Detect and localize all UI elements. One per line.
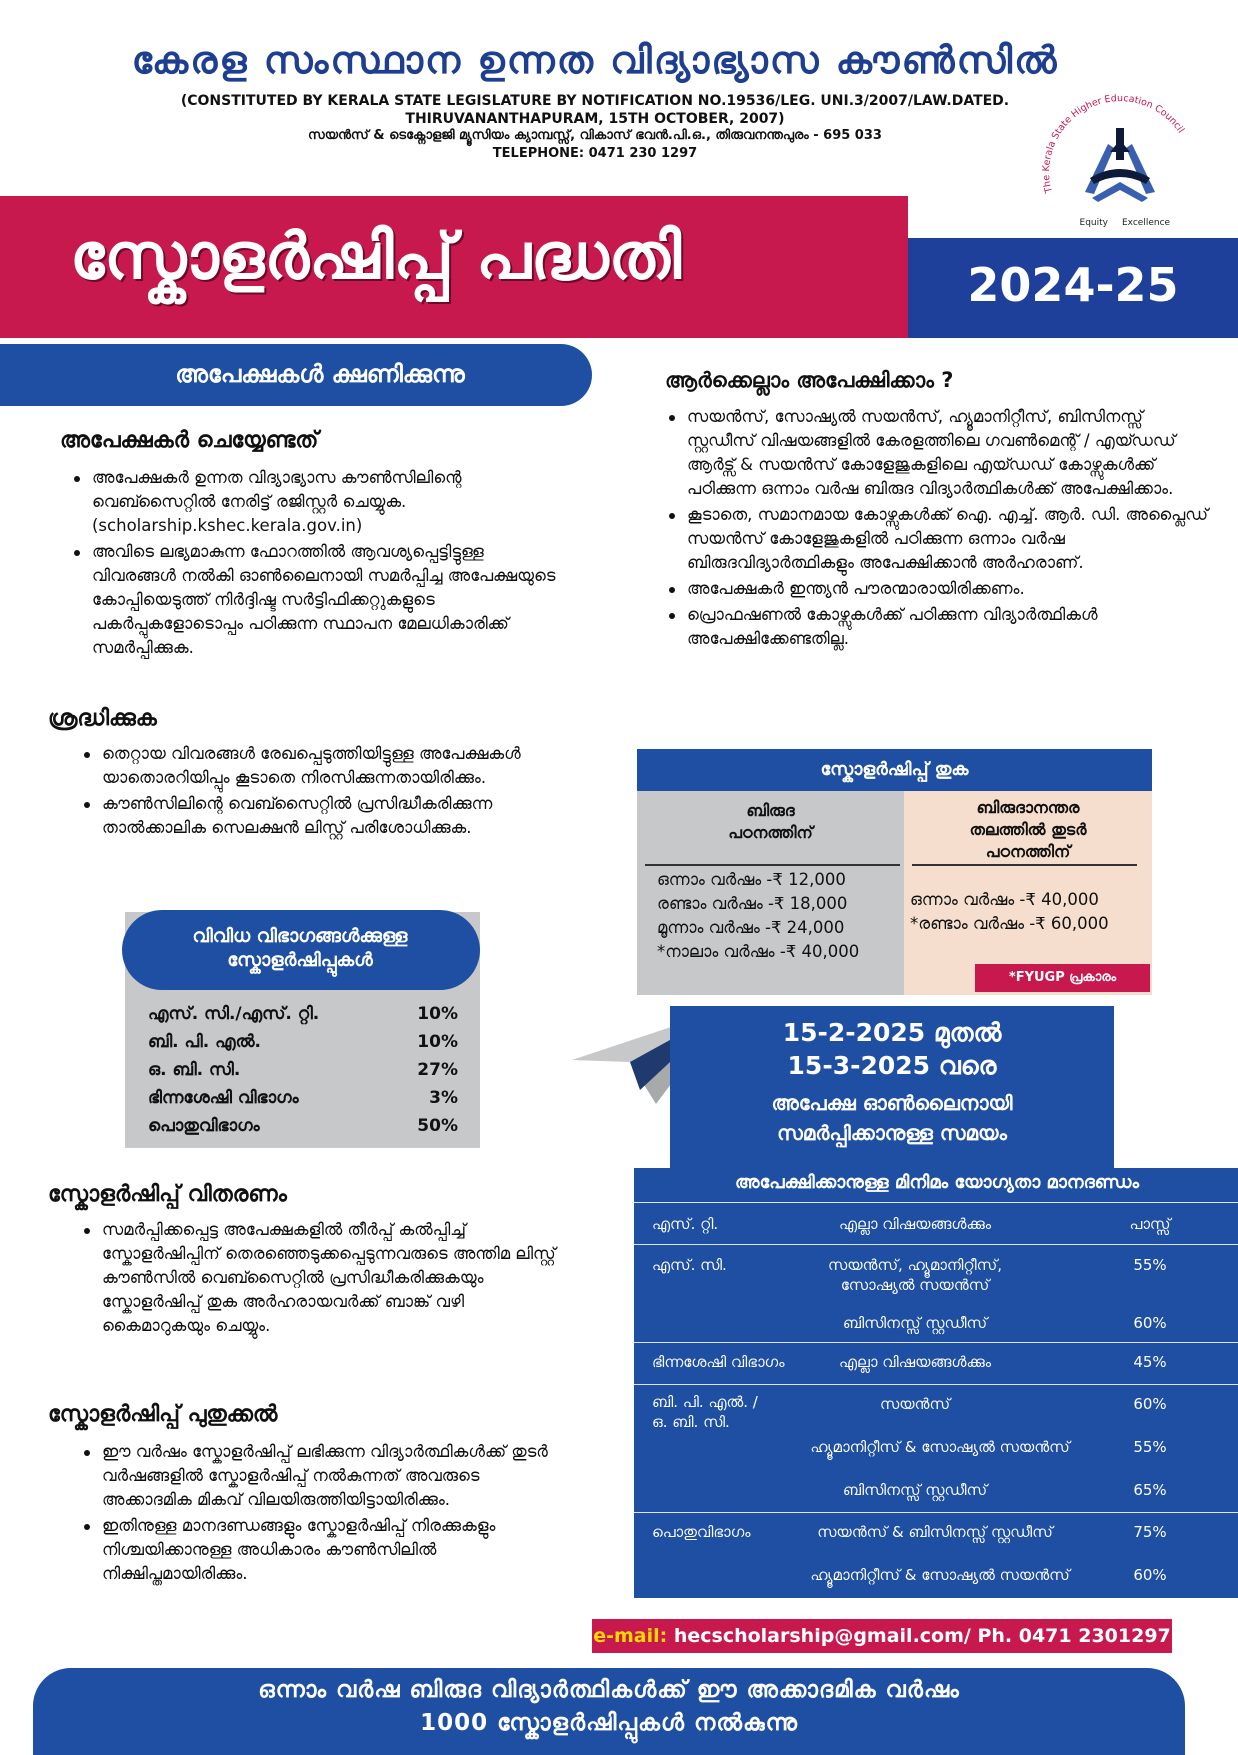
renewal-heading: സ്കോളർഷിപ്പ് പുതുക്കൽ <box>48 1402 278 1427</box>
elig-subject: ബിസിനസ്സ് സ്റ്റഡീസ് <box>842 1314 988 1332</box>
amount-ug-list <box>657 868 902 964</box>
category-name: എസ്. സി./എസ്. റ്റി. <box>148 1004 320 1024</box>
amount-heading: സ്കോളർഷിപ്പ് തുക <box>637 749 1152 791</box>
elig-subject: ഹ്യൂമാനിറ്റീസ് & സോഷ്യൽ സയൻസ് <box>810 1566 1070 1584</box>
category-pct: 3% <box>429 1088 458 1108</box>
invite-label: അപേക്ഷകൾ ക്ഷണിക്കുന്നു <box>175 360 465 388</box>
elig-mark: 55% <box>1133 1256 1167 1274</box>
list-item: സമർപ്പിക്കപ്പെട്ട അപേക്ഷകളിൽ തീർപ്പ് കൽപ്പിച്ച് സ്കോളർഷിപ്പിന് തെരഞ്ഞെടുക്കപ്പെടുന്നവരുടെ അന്തിമ ലിസ്റ്റ് കൗൺസിൽ വെബ്സൈറ്റിൽ പ്രസിദ്ധീകരിക്കുകയും സ്കോളർഷിപ്പ് തുക അർഹരായവർക്ക് ബാങ്ക് വഴി കൈമാറുകയും ചെയ്യും. <box>80 1218 560 1338</box>
council-telephone: TELEPHONE: 0471 230 1297 <box>492 146 698 161</box>
divider <box>634 1512 1238 1513</box>
list-item: ഈ വർഷം സ്കോളർഷിപ്പ് ലഭിക്കുന്ന വിദ്യാർത്ഥികൾക്ക് തുടർ വർഷങ്ങളിൽ സ്കോളർഷിപ്പ് നൽകുന്നത് അവരുടെ അക്കാദമിക മികവ് വിലയിരുത്തിയിട്ടായിരിക്കും. <box>80 1440 560 1512</box>
list-item: പ്രൊഫഷണൽ കോഴ്സുകൾക്ക് പഠിക്കുന്ന വിദ്യാർത്ഥികൾ അപേക്ഷിക്കേണ്ടതില്ല. <box>665 603 1210 651</box>
divider <box>634 1202 1238 1203</box>
category-name: ഒ. ബി. സി. <box>148 1060 241 1080</box>
category-title-line1: വിവിധ വിഭാഗങ്ങൾക്കുള്ള <box>192 926 408 947</box>
note-heading: ശ്രദ്ധിക്കുക <box>48 706 157 731</box>
list-item: ഇതിനുള്ള മാനദണ്ഡങ്ങളും സ്കോളർഷിപ്പ് നിരക്കുകളും നിശ്ചയിക്കാനുള്ള അധികാരം കൗൺസിലിൽ നിക്ഷിപ്തമായിരിക്കും. <box>80 1514 560 1586</box>
elig-mark: 60% <box>1133 1395 1167 1413</box>
logo-motto-excellence: Excellence <box>1122 218 1171 228</box>
list-item: മൂന്നാം വർഷം -₹ 24,000 <box>657 918 845 937</box>
contact-email-phone[interactable]: hecscholarship@gmail.com/ Ph. 0471 2301297 <box>673 1625 1171 1647</box>
list-item: അപേക്ഷകർ ഉന്നത വിദ്യാഭ്യാസ കൗൺസിലിന്റെ വെബ്സൈറ്റിൽ നേരിട്ട് രജിസ്റ്റർ ചെയ്യുക. (scholarship.kshec.kerala.gov.in) <box>70 466 560 538</box>
elig-mark: 65% <box>1133 1481 1167 1499</box>
category-name: ഭിന്നശേഷി വിഭാഗം <box>148 1088 299 1108</box>
elig-subject <box>790 1255 1040 1295</box>
elig-subject: എല്ലാ വിഷയങ്ങൾക്കും <box>839 1215 991 1233</box>
elig-category-bpl-obc <box>652 1392 758 1432</box>
category-name: പൊതുവിഭാഗം <box>148 1116 260 1136</box>
list-item: അവിടെ ലഭ്യമാകുന്ന ഫോറത്തിൽ ആവശ്യപ്പെട്ടിട്ടുള്ള വിവരങ്ങൾ നൽകി ഓൺലൈനായി സമർപ്പിച്ച അപേക്ഷയുടെ കോപ്പിയെടുത്ത് നിർദ്ദിഷ്ട സർട്ടിഫിക്കറ്റുകളുടെ പകർപ്പുകളോടൊപ്പം പഠിക്കുന്ന സ്ഥാപന മേലധികാരിക്ക് സമർപ്പിക്കുക. <box>70 540 560 660</box>
amount-pg-header-line1: ബിരുദാനന്തര <box>976 798 1080 817</box>
list-item: കൂടാതെ, സമാനമായ കോഴ്സുകൾക്ക് ഐ. എച്ച്. ആർ. ഡി. അപ്ലൈഡ് സയൻസ് കോളേജുകളിൽ പഠിക്കുന്ന ഒന്നാം വർഷ ബിരുദവിദ്യാർത്ഥികളും അപേക്ഷിക്കാൻ അർഹരാണ്. <box>665 503 1210 575</box>
elig-category-line2: ഒ. ബി. സി. <box>652 1413 730 1431</box>
divider <box>645 864 900 866</box>
category-table <box>148 1000 458 1140</box>
logo-motto-equity: Equity <box>1079 218 1108 228</box>
fyugp-note: *FYUGP പ്രകാരം <box>975 964 1150 992</box>
footer-line2: 1000 സ്കോളർഷിപ്പുകൾ നൽകുന്നു <box>420 1710 798 1736</box>
todo-list <box>70 466 560 662</box>
amount-ug-header-line2: പഠനത്തിന് <box>728 823 813 842</box>
constitution-note <box>60 92 1130 128</box>
table-row <box>148 1000 458 1028</box>
elig-category-sc: എസ്. സി. <box>652 1256 727 1274</box>
elig-mark: 45% <box>1133 1353 1167 1371</box>
contact-info <box>592 1625 1172 1647</box>
elig-subject-line2: സോഷ്യൽ സയൻസ് <box>840 1276 990 1294</box>
list-item: കൗൺസിലിന്റെ വെബ്സൈറ്റിൽ പ്രസിദ്ധീകരിക്കുന്ന താൽക്കാലിക സെലക്ഷൻ ലിസ്റ്റ് പരിശോധിക്കുക. <box>80 792 560 840</box>
list-item: *നാലാം വർഷം -₹ 40,000 <box>657 942 860 961</box>
amount-pg-list <box>910 888 1150 936</box>
dates-description-line2: സമർപ്പിക്കാനുള്ള സമയം <box>777 1121 1007 1145</box>
dates-description-line1: അപേക്ഷ ഓൺലൈനായി <box>771 1091 1013 1115</box>
scheme-title: സ്കോളർഷിപ്പ് പദ്ധതി <box>70 220 682 294</box>
amount-pg-header-line3: പഠനത്തിന് <box>985 842 1071 861</box>
list-item: ഒന്നാം വർഷം -₹ 12,000 <box>657 870 846 889</box>
table-row <box>148 1112 458 1140</box>
category-pct: 10% <box>417 1004 458 1024</box>
category-pct: 27% <box>417 1060 458 1080</box>
scheme-year: 2024-25 <box>967 258 1179 312</box>
category-name: ബി. പി. എൽ. <box>148 1032 261 1052</box>
amount-pg-header <box>904 797 1152 863</box>
footer-line1: ഒന്നാം വർഷ ബിരുദ വിദ്യാർത്ഥികൾക്ക് ഈ അക്കാദമിക വർഷം <box>258 1677 960 1703</box>
date-to: 15-3-2025 വരെ <box>787 1051 997 1080</box>
todo-heading: അപേക്ഷകർ ചെയ്യേണ്ടത് <box>60 428 319 453</box>
category-pct: 50% <box>417 1116 458 1136</box>
distribution-list <box>80 1218 560 1340</box>
divider <box>912 864 1137 866</box>
elig-mark: 60% <box>1133 1566 1167 1584</box>
council-address: സയൻസ് & ടെക്നോളജി മ്യൂസിയം ക്യാമ്പസ്സ്, വികാസ് ഭവൻ.പി.ഒ., തിരുവനന്തപുരം - 695 033 <box>308 128 882 143</box>
list-item: ഒന്നാം വർഷം -₹ 40,000 <box>910 890 1099 909</box>
list-item: *രണ്ടാം വർഷം -₹ 60,000 <box>910 914 1109 933</box>
category-title-line2: സ്കോളർഷിപ്പുകൾ <box>227 950 373 971</box>
list-item: അപേക്ഷകർ ഇന്ത്യൻ പൗരന്മാരായിരിക്കണം. <box>665 577 1210 601</box>
table-row <box>148 1084 458 1112</box>
council-logo <box>1030 82 1210 232</box>
elig-category-st: എസ്. റ്റി. <box>652 1215 719 1233</box>
elig-mark: പാസ്സ് <box>1129 1215 1171 1233</box>
council-logo-graphic <box>1030 82 1210 232</box>
elig-subject: സയൻസ് <box>879 1395 951 1413</box>
elig-subject: ബിസിനസ്സ് സ്റ്റഡീസ് <box>842 1481 988 1499</box>
table-row <box>148 1056 458 1084</box>
divider <box>634 1244 1238 1245</box>
amount-ug-header-line1: ബിരുദ <box>746 801 795 820</box>
elig-subject: സയൻസ് & ബിസിനസ്സ് സ്റ്റഡീസ് <box>817 1523 1053 1541</box>
constitution-note-line2: THIRUVANANTHAPURAM, 15TH OCTOBER, 2007) <box>405 111 785 127</box>
amount-ug-header <box>637 800 904 844</box>
constitution-note-line1: (CONSTITUTED BY KERALA STATE LEGISLATURE BY NOTIFICATION NO.19536/LEG. UNI.3/2007/LAW.DATED. <box>180 93 1010 109</box>
note-list <box>80 742 560 842</box>
elig-mark: 55% <box>1133 1438 1167 1456</box>
elig-category-general: പൊതുവിഭാഗം <box>652 1523 751 1541</box>
eligibility-who-list <box>665 405 1210 653</box>
elig-category-line1: ബി. പി. എൽ. / <box>652 1393 758 1411</box>
divider <box>634 1342 1238 1343</box>
distribution-heading: സ്കോളർഷിപ്പ് വിതരണം <box>48 1182 287 1207</box>
category-title <box>130 925 470 973</box>
amount-pg-header-line2: തലത്തിൽ തുടർ <box>969 820 1087 839</box>
logo-ring-text: The Kerala State Higher Education Council <box>1041 93 1187 195</box>
eligibility-title: അപേക്ഷിക്കാനുള്ള മിനിമം യോഗ്യതാ മാനദണ്ഡം <box>734 1172 1140 1193</box>
list-item: സയൻസ്, സോഷ്യൽ സയൻസ്, ഹ്യൂമാനിറ്റീസ്, ബിസിനസ്സ് സ്റ്റഡീസ് വിഷയങ്ങളിൽ കേരളത്തിലെ ഗവൺമെന്റ് / എയ്ഡഡ് ആർട്സ് & സയൻസ് കോളേജുകളിലെ എയ്ഡഡ് കോഴ്സുകൾക്ക് പഠിക്കുന്ന ഒന്നാം വർഷ ബിരുദ വിദ്യാർത്ഥികൾക്ക് അപേക്ഷിക്കാം. <box>665 405 1210 501</box>
dates-description <box>680 1088 1104 1148</box>
elig-mark: 60% <box>1133 1314 1167 1332</box>
table-row <box>148 1028 458 1056</box>
elig-subject: ഹ്യൂമാനിറ്റീസ് & സോഷ്യൽ സയൻസ് <box>810 1438 1070 1456</box>
renewal-list <box>80 1440 560 1588</box>
list-item: രണ്ടാം വർഷം -₹ 18,000 <box>657 894 848 913</box>
eligibility-who-heading: ആർക്കെല്ലാം അപേക്ഷിക്കാം ? <box>665 368 954 392</box>
council-title: കേരള സംസ്ഥാന ഉന്നത വിദ്യാഭ്യാസ കൗൺസിൽ <box>131 38 1059 82</box>
date-from: 15-2-2025 മുതൽ <box>782 1018 1002 1047</box>
list-item: തെറ്റായ വിവരങ്ങൾ രേഖപ്പെടുത്തിയിട്ടുള്ള അപേക്ഷകൾ യാതൊരറിയിപ്പും കൂടാതെ നിരസിക്കുന്നതായിരിക്കും. <box>80 742 560 790</box>
contact-label: e-mail: <box>593 1625 668 1647</box>
divider <box>634 1384 1238 1385</box>
elig-subject-line1: സയൻസ്, ഹ്യൂമാനിറ്റീസ്, <box>827 1256 1002 1274</box>
elig-category-differently-abled: ഭിന്നശേഷി വിഭാഗം <box>652 1353 785 1371</box>
category-pct: 10% <box>417 1032 458 1052</box>
elig-mark: 75% <box>1133 1523 1167 1541</box>
elig-subject: എല്ലാ വിഷയങ്ങൾക്കും <box>839 1353 991 1371</box>
